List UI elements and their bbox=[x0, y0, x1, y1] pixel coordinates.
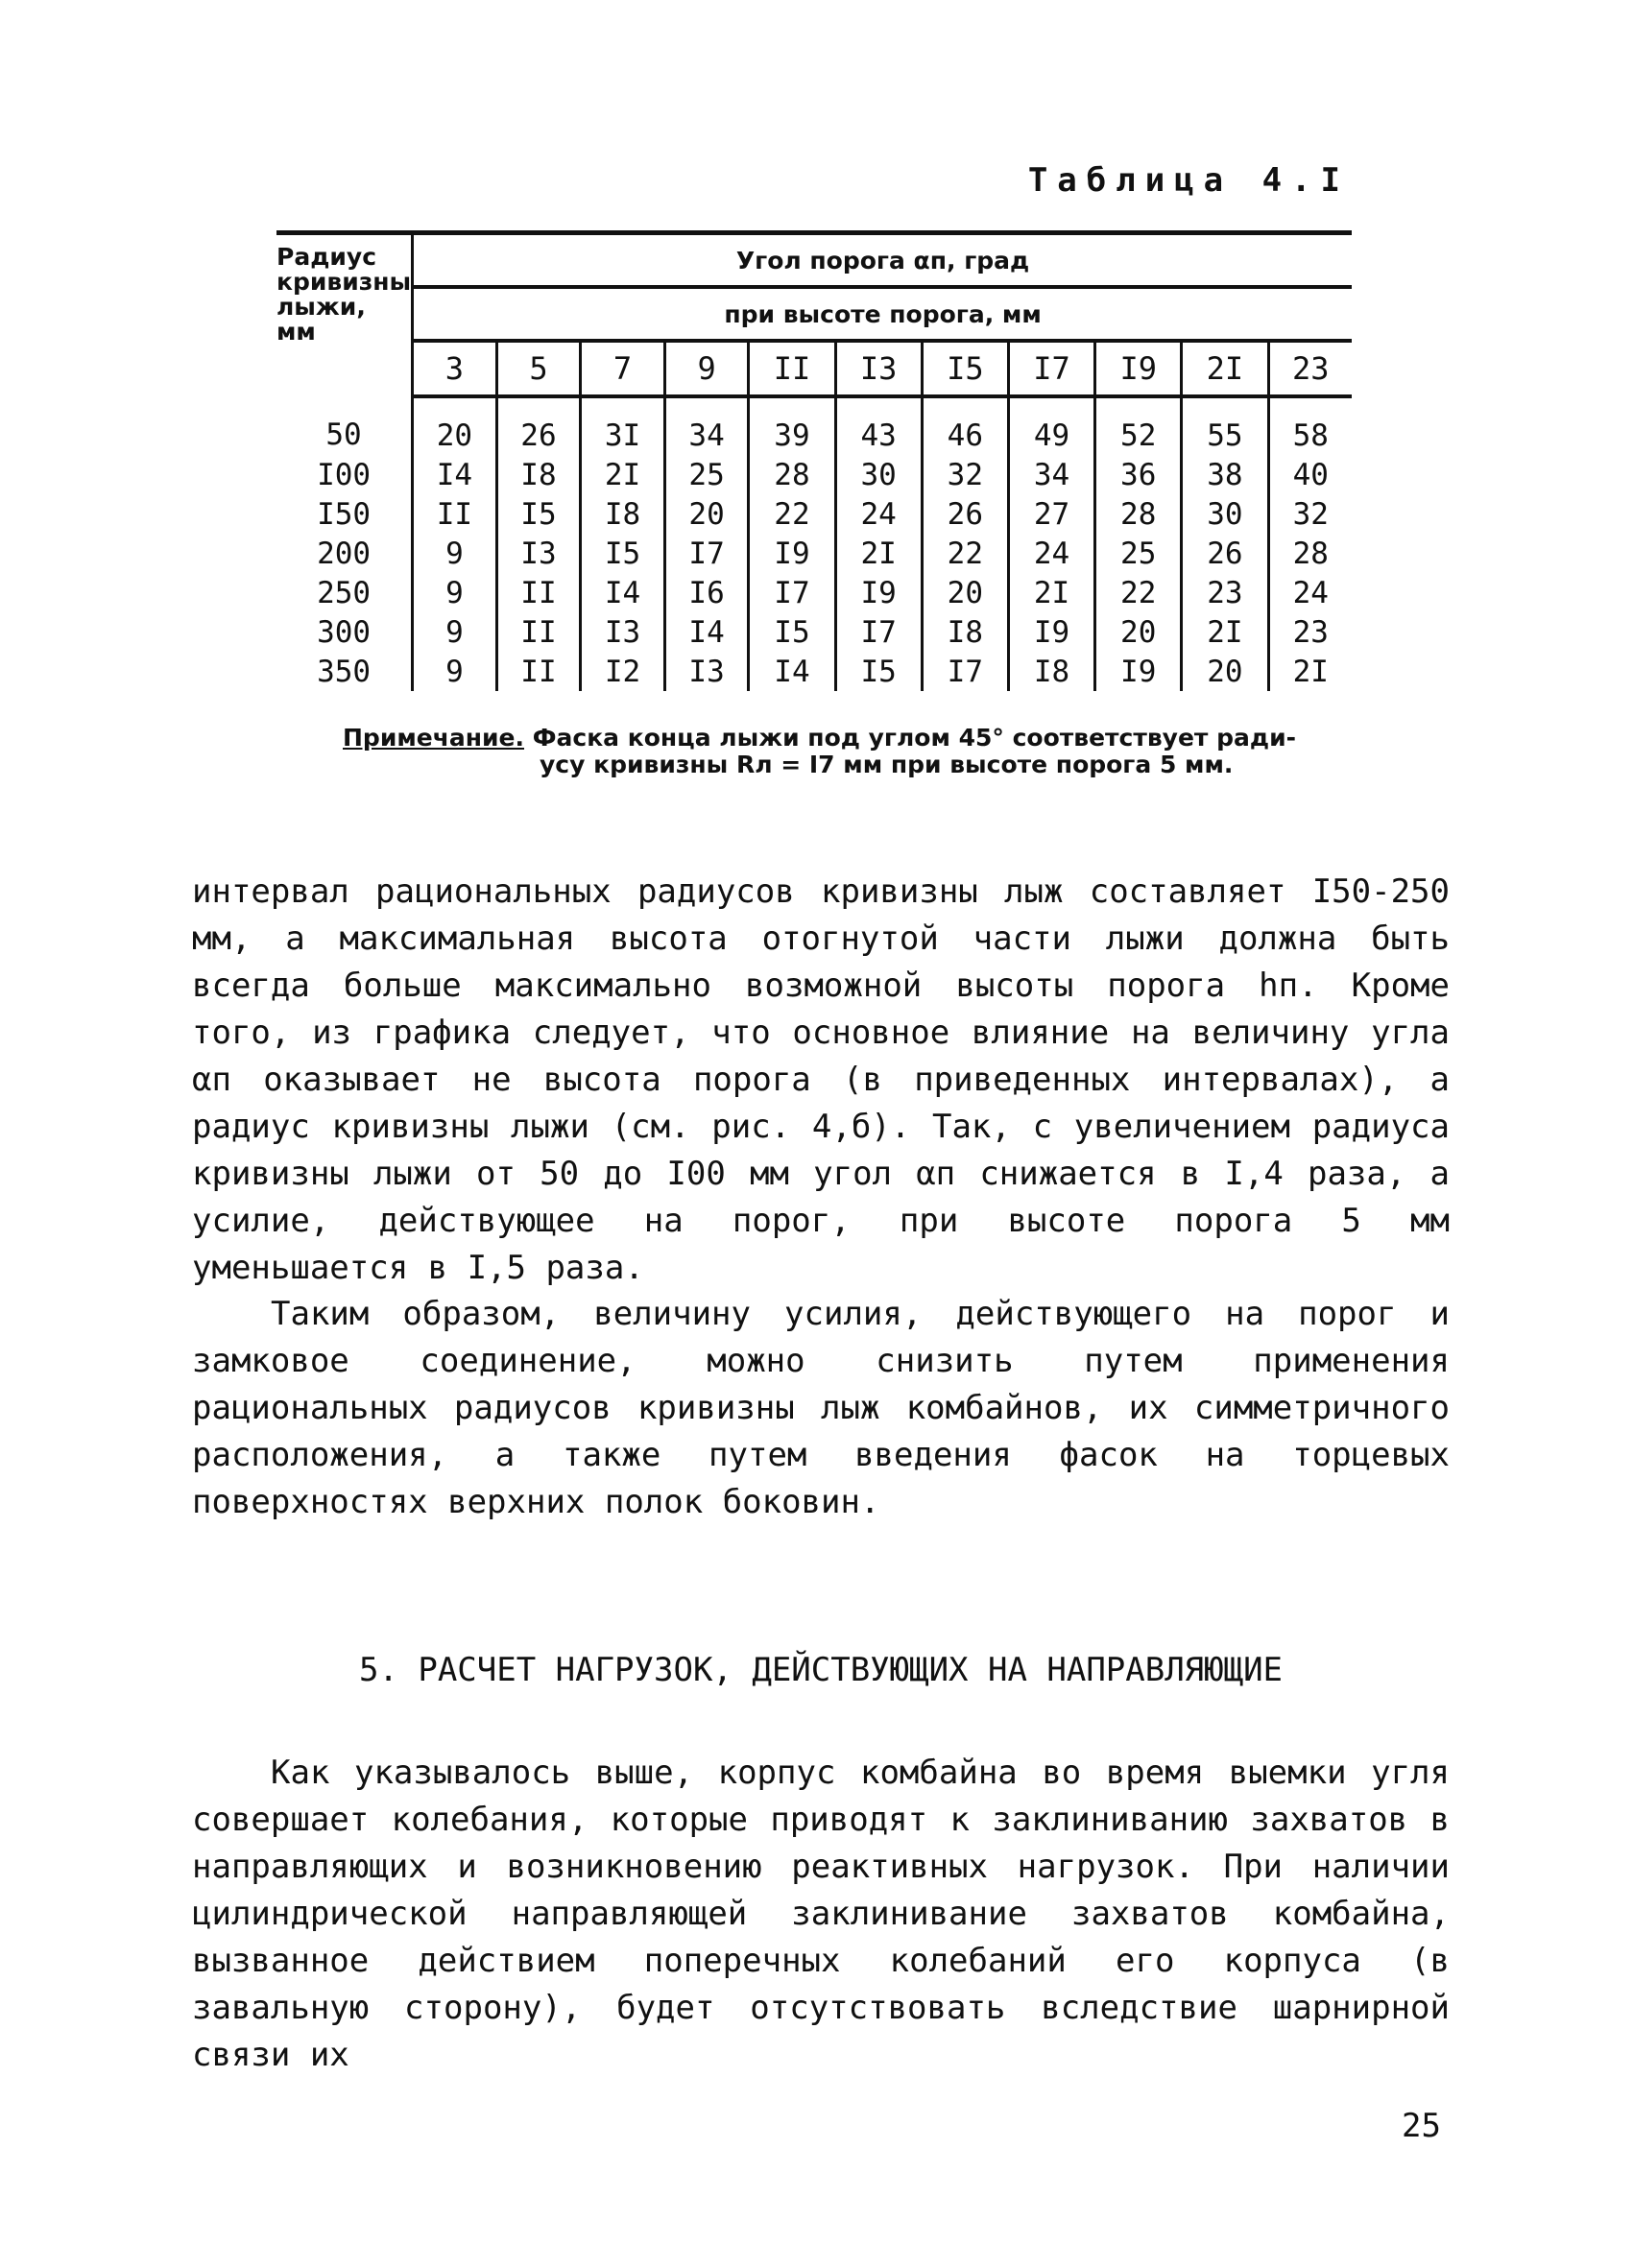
height-header-cell: 9 bbox=[664, 341, 749, 396]
height-header-cell: 2I bbox=[1182, 341, 1268, 396]
value-cell: 9 bbox=[413, 612, 497, 652]
value-cell: I7 bbox=[749, 573, 835, 612]
value-cell: I4 bbox=[749, 652, 835, 691]
value-cell: I8 bbox=[581, 494, 665, 534]
value-cell: 24 bbox=[835, 494, 922, 534]
value-cell: I9 bbox=[1095, 652, 1182, 691]
value-cell: 20 bbox=[413, 396, 497, 455]
value-cell: I2 bbox=[581, 652, 665, 691]
value-cell: I5 bbox=[835, 652, 922, 691]
value-cell: 2I bbox=[581, 455, 665, 494]
table-row bbox=[276, 455, 1352, 494]
value-cell: 23 bbox=[1268, 612, 1352, 652]
value-cell: 30 bbox=[835, 455, 922, 494]
value-cell: I9 bbox=[1008, 612, 1094, 652]
table-row bbox=[276, 494, 1352, 534]
value-cell: I5 bbox=[496, 494, 581, 534]
table-body bbox=[276, 396, 1352, 691]
value-cell: I4 bbox=[664, 612, 749, 652]
value-cell: I7 bbox=[922, 652, 1008, 691]
height-header: при высоте порога, мм bbox=[413, 287, 1352, 341]
value-cell: I8 bbox=[922, 612, 1008, 652]
heights-row bbox=[276, 341, 1352, 396]
value-cell: 22 bbox=[1095, 573, 1182, 612]
value-cell: I7 bbox=[835, 612, 922, 652]
value-cell: I4 bbox=[413, 455, 497, 494]
table-row bbox=[276, 612, 1352, 652]
value-cell: 2I bbox=[1268, 652, 1352, 691]
value-cell: 20 bbox=[1182, 652, 1268, 691]
value-cell: I4 bbox=[581, 573, 665, 612]
data-table bbox=[276, 230, 1352, 691]
table-row bbox=[276, 534, 1352, 573]
value-cell: 9 bbox=[413, 573, 497, 612]
height-header-cell: II bbox=[749, 341, 835, 396]
note-line-1: Фаска конца лыжи под углом 45° соответствует ради- bbox=[532, 724, 1296, 752]
paragraph-1: интервал рациональных радиусов кривизны лыж составляет I50-250 мм, а максимальная высота отогнутой части лыжи должна быть всегда больше максимально возможной высоты порога hп. Кроме того, из графика следует, что основное влияние на величину угла αп оказывает не высота порога (в приведенных интервалах), а радиус кривизны лыжи (см. рис. 4,б). Так, с увеличением радиуса кривизны лыжи от 50 до I00 мм угол αп снижается в I,4 раза, а усилие, действующее на порог, при высоте порога 5 мм уменьшается в I,5 раза. bbox=[192, 872, 1450, 1287]
value-cell: 24 bbox=[1008, 534, 1094, 573]
value-cell: 25 bbox=[1095, 534, 1182, 573]
value-cell: II bbox=[496, 573, 581, 612]
value-cell: I7 bbox=[664, 534, 749, 573]
height-header-cell: 5 bbox=[496, 341, 581, 396]
value-cell: 22 bbox=[922, 534, 1008, 573]
value-cell: 34 bbox=[1008, 455, 1094, 494]
value-cell: 28 bbox=[1095, 494, 1182, 534]
radius-cell: 250 bbox=[276, 573, 413, 612]
angle-header: Угол порога αп, град bbox=[413, 233, 1352, 288]
value-cell: 38 bbox=[1182, 455, 1268, 494]
value-cell: 26 bbox=[1182, 534, 1268, 573]
value-cell: 20 bbox=[664, 494, 749, 534]
value-cell: 2I bbox=[835, 534, 922, 573]
value-cell: I8 bbox=[1008, 652, 1094, 691]
radius-cell: 50 bbox=[276, 396, 413, 455]
radius-cell: I00 bbox=[276, 455, 413, 494]
paragraph-2: Таким образом, величину усилия, действующего на порог и замковое соединение, можно снизить путем применения рациональных радиусов кривизны лыж комбайнов, их симметричного расположения, а также путем введения фасок на торцевых поверхностях верхних полок боковин. bbox=[192, 1295, 1450, 1521]
radius-cell: 200 bbox=[276, 534, 413, 573]
value-cell: II bbox=[496, 612, 581, 652]
value-cell: I5 bbox=[581, 534, 665, 573]
height-header-cell: 3 bbox=[413, 341, 497, 396]
value-cell: 39 bbox=[749, 396, 835, 455]
value-cell: 36 bbox=[1095, 455, 1182, 494]
value-cell: I9 bbox=[749, 534, 835, 573]
value-cell: 32 bbox=[1268, 494, 1352, 534]
radius-cell: 300 bbox=[276, 612, 413, 652]
value-cell: 27 bbox=[1008, 494, 1094, 534]
radius-cell: 350 bbox=[276, 652, 413, 691]
value-cell: 20 bbox=[1095, 612, 1182, 652]
value-cell: 58 bbox=[1268, 396, 1352, 455]
value-cell: 20 bbox=[922, 573, 1008, 612]
table-note bbox=[343, 725, 1370, 778]
page-number: 25 bbox=[1402, 2107, 1441, 2145]
value-cell: I5 bbox=[749, 612, 835, 652]
value-cell: 32 bbox=[922, 455, 1008, 494]
height-header-cell: I5 bbox=[922, 341, 1008, 396]
value-cell: 23 bbox=[1182, 573, 1268, 612]
value-cell: 26 bbox=[922, 494, 1008, 534]
height-header-cell: I7 bbox=[1008, 341, 1094, 396]
table-caption: Таблица 4.I bbox=[1027, 161, 1350, 200]
table-row bbox=[276, 573, 1352, 612]
value-cell: 9 bbox=[413, 534, 497, 573]
value-cell: 3I bbox=[581, 396, 665, 455]
note-label: Примечание. bbox=[343, 724, 525, 752]
value-cell: 24 bbox=[1268, 573, 1352, 612]
value-cell: 28 bbox=[749, 455, 835, 494]
table-row bbox=[276, 396, 1352, 455]
value-cell: 49 bbox=[1008, 396, 1094, 455]
radius-column-header: Радиус кривизны лыжи, мм bbox=[276, 233, 413, 397]
height-header-cell: I9 bbox=[1095, 341, 1182, 396]
value-cell: II bbox=[496, 652, 581, 691]
value-cell: 43 bbox=[835, 396, 922, 455]
value-cell: 30 bbox=[1182, 494, 1268, 534]
value-cell: I3 bbox=[664, 652, 749, 691]
table-row bbox=[276, 652, 1352, 691]
value-cell: I9 bbox=[835, 573, 922, 612]
value-cell: 28 bbox=[1268, 534, 1352, 573]
data-table-wrapper bbox=[276, 230, 1352, 691]
value-cell: 46 bbox=[922, 396, 1008, 455]
value-cell: I8 bbox=[496, 455, 581, 494]
height-header-cell: 7 bbox=[581, 341, 665, 396]
height-header-cell: 23 bbox=[1268, 341, 1352, 396]
section-heading: 5. РАСЧЕТ НАГРУЗОК, ДЕЙСТВУЮЩИХ НА НАПРАВЛЯЮЩИЕ bbox=[358, 1651, 1284, 1689]
value-cell: 22 bbox=[749, 494, 835, 534]
value-cell: 26 bbox=[496, 396, 581, 455]
value-cell: 25 bbox=[664, 455, 749, 494]
value-cell: 52 bbox=[1095, 396, 1182, 455]
value-cell: 2I bbox=[1182, 612, 1268, 652]
paragraph-3: Как указывалось выше, корпус комбайна во время выемки угля совершает колебания, которые приводят к заклиниванию захватов в направляющих и возникновению реактивных нагрузок. При наличии цилиндрической направляющей заклинивание захватов комбайна, вызванное действием поперечных колебаний его корпуса (в завальную сторону), будет отсутствовать вследствие шарнирной связи их bbox=[192, 1754, 1450, 2074]
value-cell: 34 bbox=[664, 396, 749, 455]
value-cell: II bbox=[413, 494, 497, 534]
value-cell: 40 bbox=[1268, 455, 1352, 494]
value-cell: 55 bbox=[1182, 396, 1268, 455]
value-cell: 2I bbox=[1008, 573, 1094, 612]
height-header-cell: I3 bbox=[835, 341, 922, 396]
value-cell: I6 bbox=[664, 573, 749, 612]
value-cell: I3 bbox=[581, 612, 665, 652]
radius-cell: I50 bbox=[276, 494, 413, 534]
value-cell: 9 bbox=[413, 652, 497, 691]
value-cell: I3 bbox=[496, 534, 581, 573]
note-line-2: усу кривизны Rл = I7 мм при высоте порога 5 мм. bbox=[540, 751, 1234, 778]
